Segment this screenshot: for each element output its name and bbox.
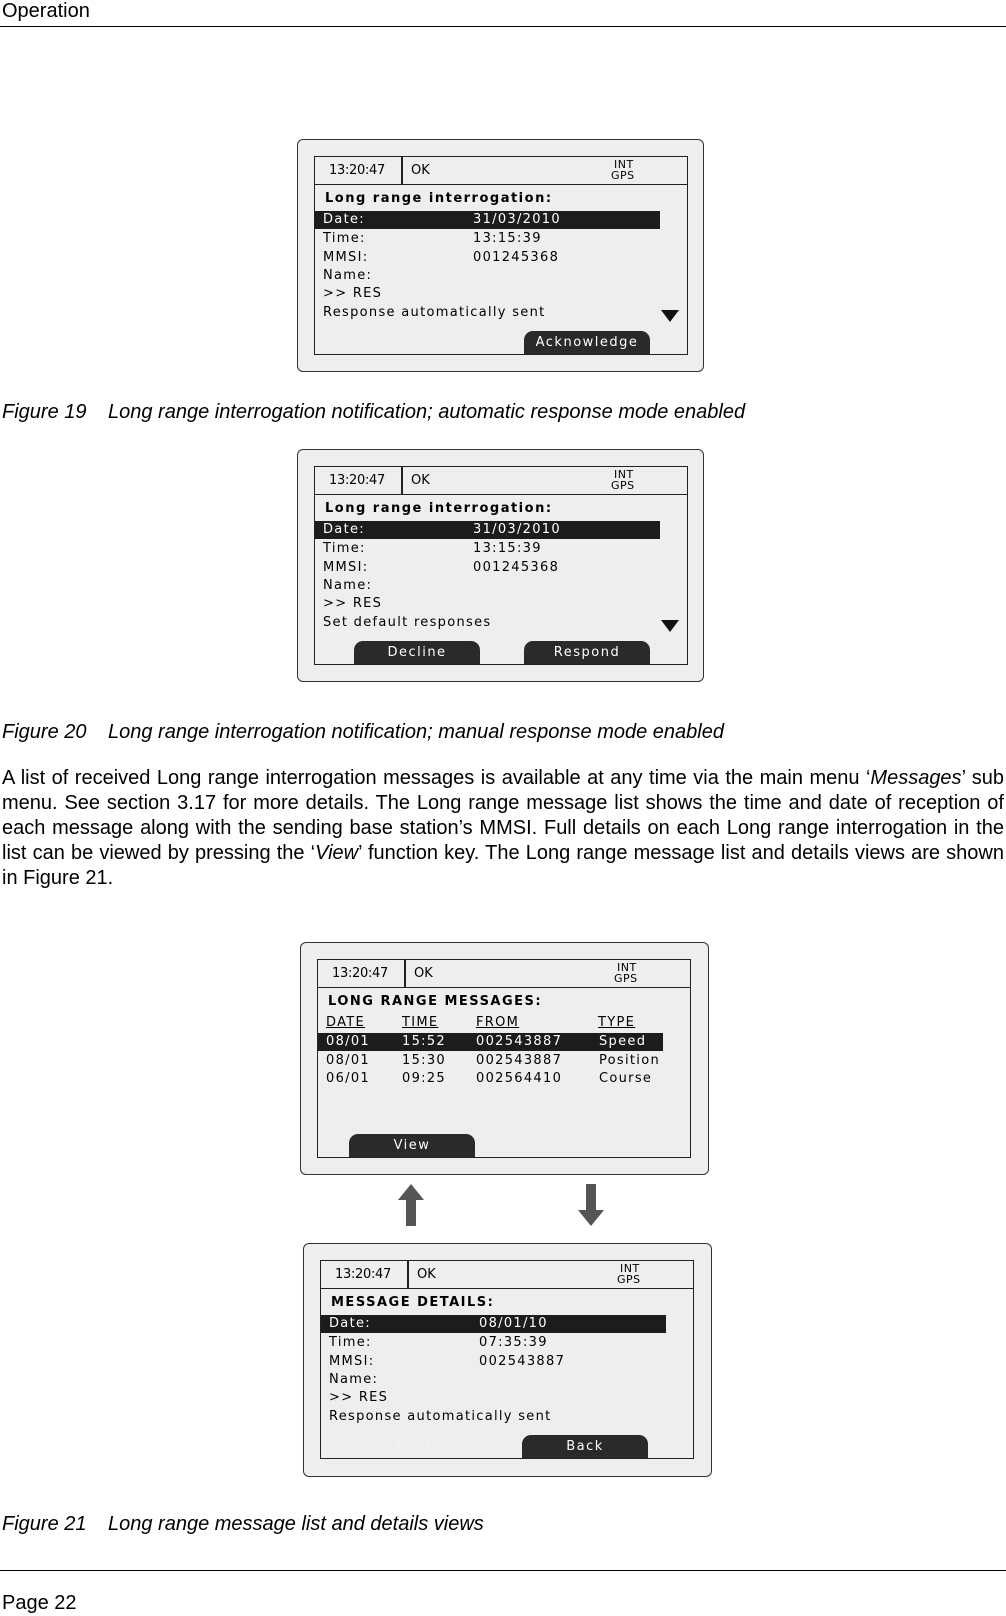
row-date — [323, 211, 561, 229]
acknowledge-button[interactable]: Acknowledge — [524, 331, 650, 354]
figure21-list-screen — [317, 959, 691, 1158]
status-divider — [407, 1261, 409, 1288]
row-label: Date: — [323, 212, 365, 227]
row-value: 001245368 — [473, 250, 560, 265]
status-ok: OK — [411, 473, 430, 488]
status-bar — [321, 1261, 693, 1289]
row-label: Date: — [329, 1316, 371, 1331]
row-name — [323, 267, 372, 285]
row-time — [329, 1334, 548, 1352]
cell-type: Speed — [599, 1034, 647, 1049]
row-name — [329, 1371, 378, 1389]
figure19-caption — [2, 401, 745, 424]
paragraph-text: A list of received Long range interrogation messages is available at any time via the main menu ‘ — [2, 767, 871, 789]
status-time: 13:20:47 — [335, 1267, 391, 1282]
figure20-screen — [314, 466, 688, 665]
back-ghost-label: Back — [396, 1439, 434, 1454]
col-header-time: TIME — [402, 1015, 439, 1030]
row-label: Time: — [329, 1335, 372, 1350]
screen-title: Long range interrogation: — [325, 191, 553, 206]
row-label: Time: — [323, 541, 366, 556]
screen-title: Long range interrogation: — [325, 501, 553, 516]
figure21-list-device — [300, 942, 709, 1175]
paragraph-text: ’ sub menu. See section 3.17 for more details. The Long range message list shows the time and date of reception of each message along with the sending base station’s MMSI. Full details on each Long range interrogation in the list can be viewed by pressing the ‘ — [2, 767, 1004, 864]
cell-type: Position — [599, 1053, 661, 1068]
cell-from: 002543887 — [476, 1053, 563, 1068]
status-bar — [315, 467, 687, 495]
arrow-up-icon — [398, 1184, 424, 1226]
col-header-date: DATE — [326, 1015, 366, 1030]
row-value: 001245368 — [473, 560, 560, 575]
status-gps: GPS — [611, 479, 635, 492]
cell-from: 002564410 — [476, 1071, 563, 1086]
cell-time: 15:30 — [402, 1053, 446, 1068]
cell-time: 09:25 — [402, 1071, 446, 1086]
row-label: MMSI: — [323, 250, 369, 265]
status-int: INT — [620, 1262, 640, 1275]
cell-date: 08/01 — [326, 1053, 370, 1068]
cell-date: 06/01 — [326, 1071, 370, 1086]
figure20-caption — [2, 721, 724, 744]
row-mmsi — [323, 249, 560, 267]
scroll-down-icon[interactable] — [661, 620, 679, 632]
res-line: >> RES — [329, 1390, 389, 1405]
caption-text: Long range interrogation notification; manual response mode enabled — [108, 721, 724, 743]
respond-button[interactable]: Respond — [524, 641, 650, 664]
caption-number: Figure 21 — [2, 1513, 87, 1535]
status-bar — [315, 157, 687, 185]
message-line: Response automatically sent — [323, 305, 546, 320]
row-label: MMSI: — [329, 1354, 375, 1369]
caption-number: Figure 19 — [2, 401, 87, 423]
status-time: 13:20:47 — [329, 163, 385, 178]
row-label: Name: — [329, 1372, 379, 1387]
decline-button[interactable]: Decline — [354, 641, 480, 664]
row-value: 13:15:39 — [473, 541, 542, 556]
header-rule — [0, 26, 1006, 27]
paragraph-text: ’ function key. The Long range message list and details views are shown in Figure 21. — [2, 842, 1004, 889]
cell-type: Course — [599, 1071, 653, 1086]
cell-time: 15:52 — [402, 1034, 446, 1049]
row-mmsi — [323, 559, 560, 577]
status-bar — [318, 960, 690, 988]
status-int: INT — [614, 158, 634, 171]
scroll-down-icon[interactable] — [661, 310, 679, 322]
caption-text: Long range message list and details views — [108, 1513, 484, 1535]
view-button[interactable]: View — [349, 1134, 475, 1157]
caption-text: Long range interrogation notification; automatic response mode enabled — [108, 401, 746, 423]
message-line: Response automatically sent — [329, 1409, 552, 1424]
status-ok: OK — [414, 966, 433, 981]
row-value: 08/01/10 — [479, 1316, 548, 1331]
figure19-device — [297, 139, 704, 372]
figure19-screen — [314, 156, 688, 355]
status-divider — [401, 467, 403, 494]
figure20-device — [297, 449, 704, 682]
status-time: 13:20:47 — [329, 473, 385, 488]
res-line: >> RES — [323, 286, 383, 301]
row-name — [323, 577, 372, 595]
col-header-type: TYPE — [598, 1015, 636, 1030]
col-header-from: FROM — [476, 1015, 520, 1030]
paragraph-view-term: View — [315, 842, 359, 864]
body-paragraph — [2, 766, 1004, 891]
cell-from: 002543887 — [476, 1034, 563, 1049]
row-label: Name: — [323, 578, 373, 593]
row-mmsi — [329, 1353, 566, 1371]
status-ok: OK — [417, 1267, 436, 1282]
status-gps: GPS — [614, 972, 638, 985]
screen-title: MESSAGE DETAILS: — [331, 1295, 495, 1310]
figure21-details-device — [303, 1243, 712, 1477]
arrow-down-icon — [578, 1184, 604, 1226]
row-date — [323, 521, 561, 539]
row-label: Time: — [323, 231, 366, 246]
footer-rule — [0, 1570, 1006, 1571]
row-value: 002543887 — [479, 1354, 566, 1369]
figure21-details-screen — [320, 1260, 694, 1459]
back-button[interactable]: Back — [522, 1435, 648, 1458]
status-divider — [401, 157, 403, 184]
status-gps: GPS — [611, 169, 635, 182]
row-label: Name: — [323, 268, 373, 283]
row-date — [329, 1315, 548, 1333]
message-line: Set default responses — [323, 615, 492, 630]
cell-date: 08/01 — [326, 1034, 370, 1049]
row-value: 31/03/2010 — [473, 212, 561, 227]
status-divider — [404, 960, 406, 987]
page-header-section: Operation — [2, 0, 90, 22]
row-label: MMSI: — [323, 560, 369, 575]
row-time — [323, 540, 542, 558]
row-time — [323, 230, 542, 248]
status-time: 13:20:47 — [332, 966, 388, 981]
row-value: 13:15:39 — [473, 231, 542, 246]
figure21-caption — [2, 1513, 484, 1536]
paragraph-messages-term: Messages — [870, 767, 962, 789]
row-label: Date: — [323, 522, 365, 537]
page-number: Page 22 — [2, 1592, 77, 1614]
status-ok: OK — [411, 163, 430, 178]
row-value: 31/03/2010 — [473, 522, 561, 537]
row-value: 07:35:39 — [479, 1335, 548, 1350]
status-int: INT — [617, 961, 637, 974]
status-gps: GPS — [617, 1273, 641, 1286]
screen-title: LONG RANGE MESSAGES: — [328, 994, 543, 1009]
caption-number: Figure 20 — [2, 721, 87, 743]
res-line: >> RES — [323, 596, 383, 611]
status-int: INT — [614, 468, 634, 481]
